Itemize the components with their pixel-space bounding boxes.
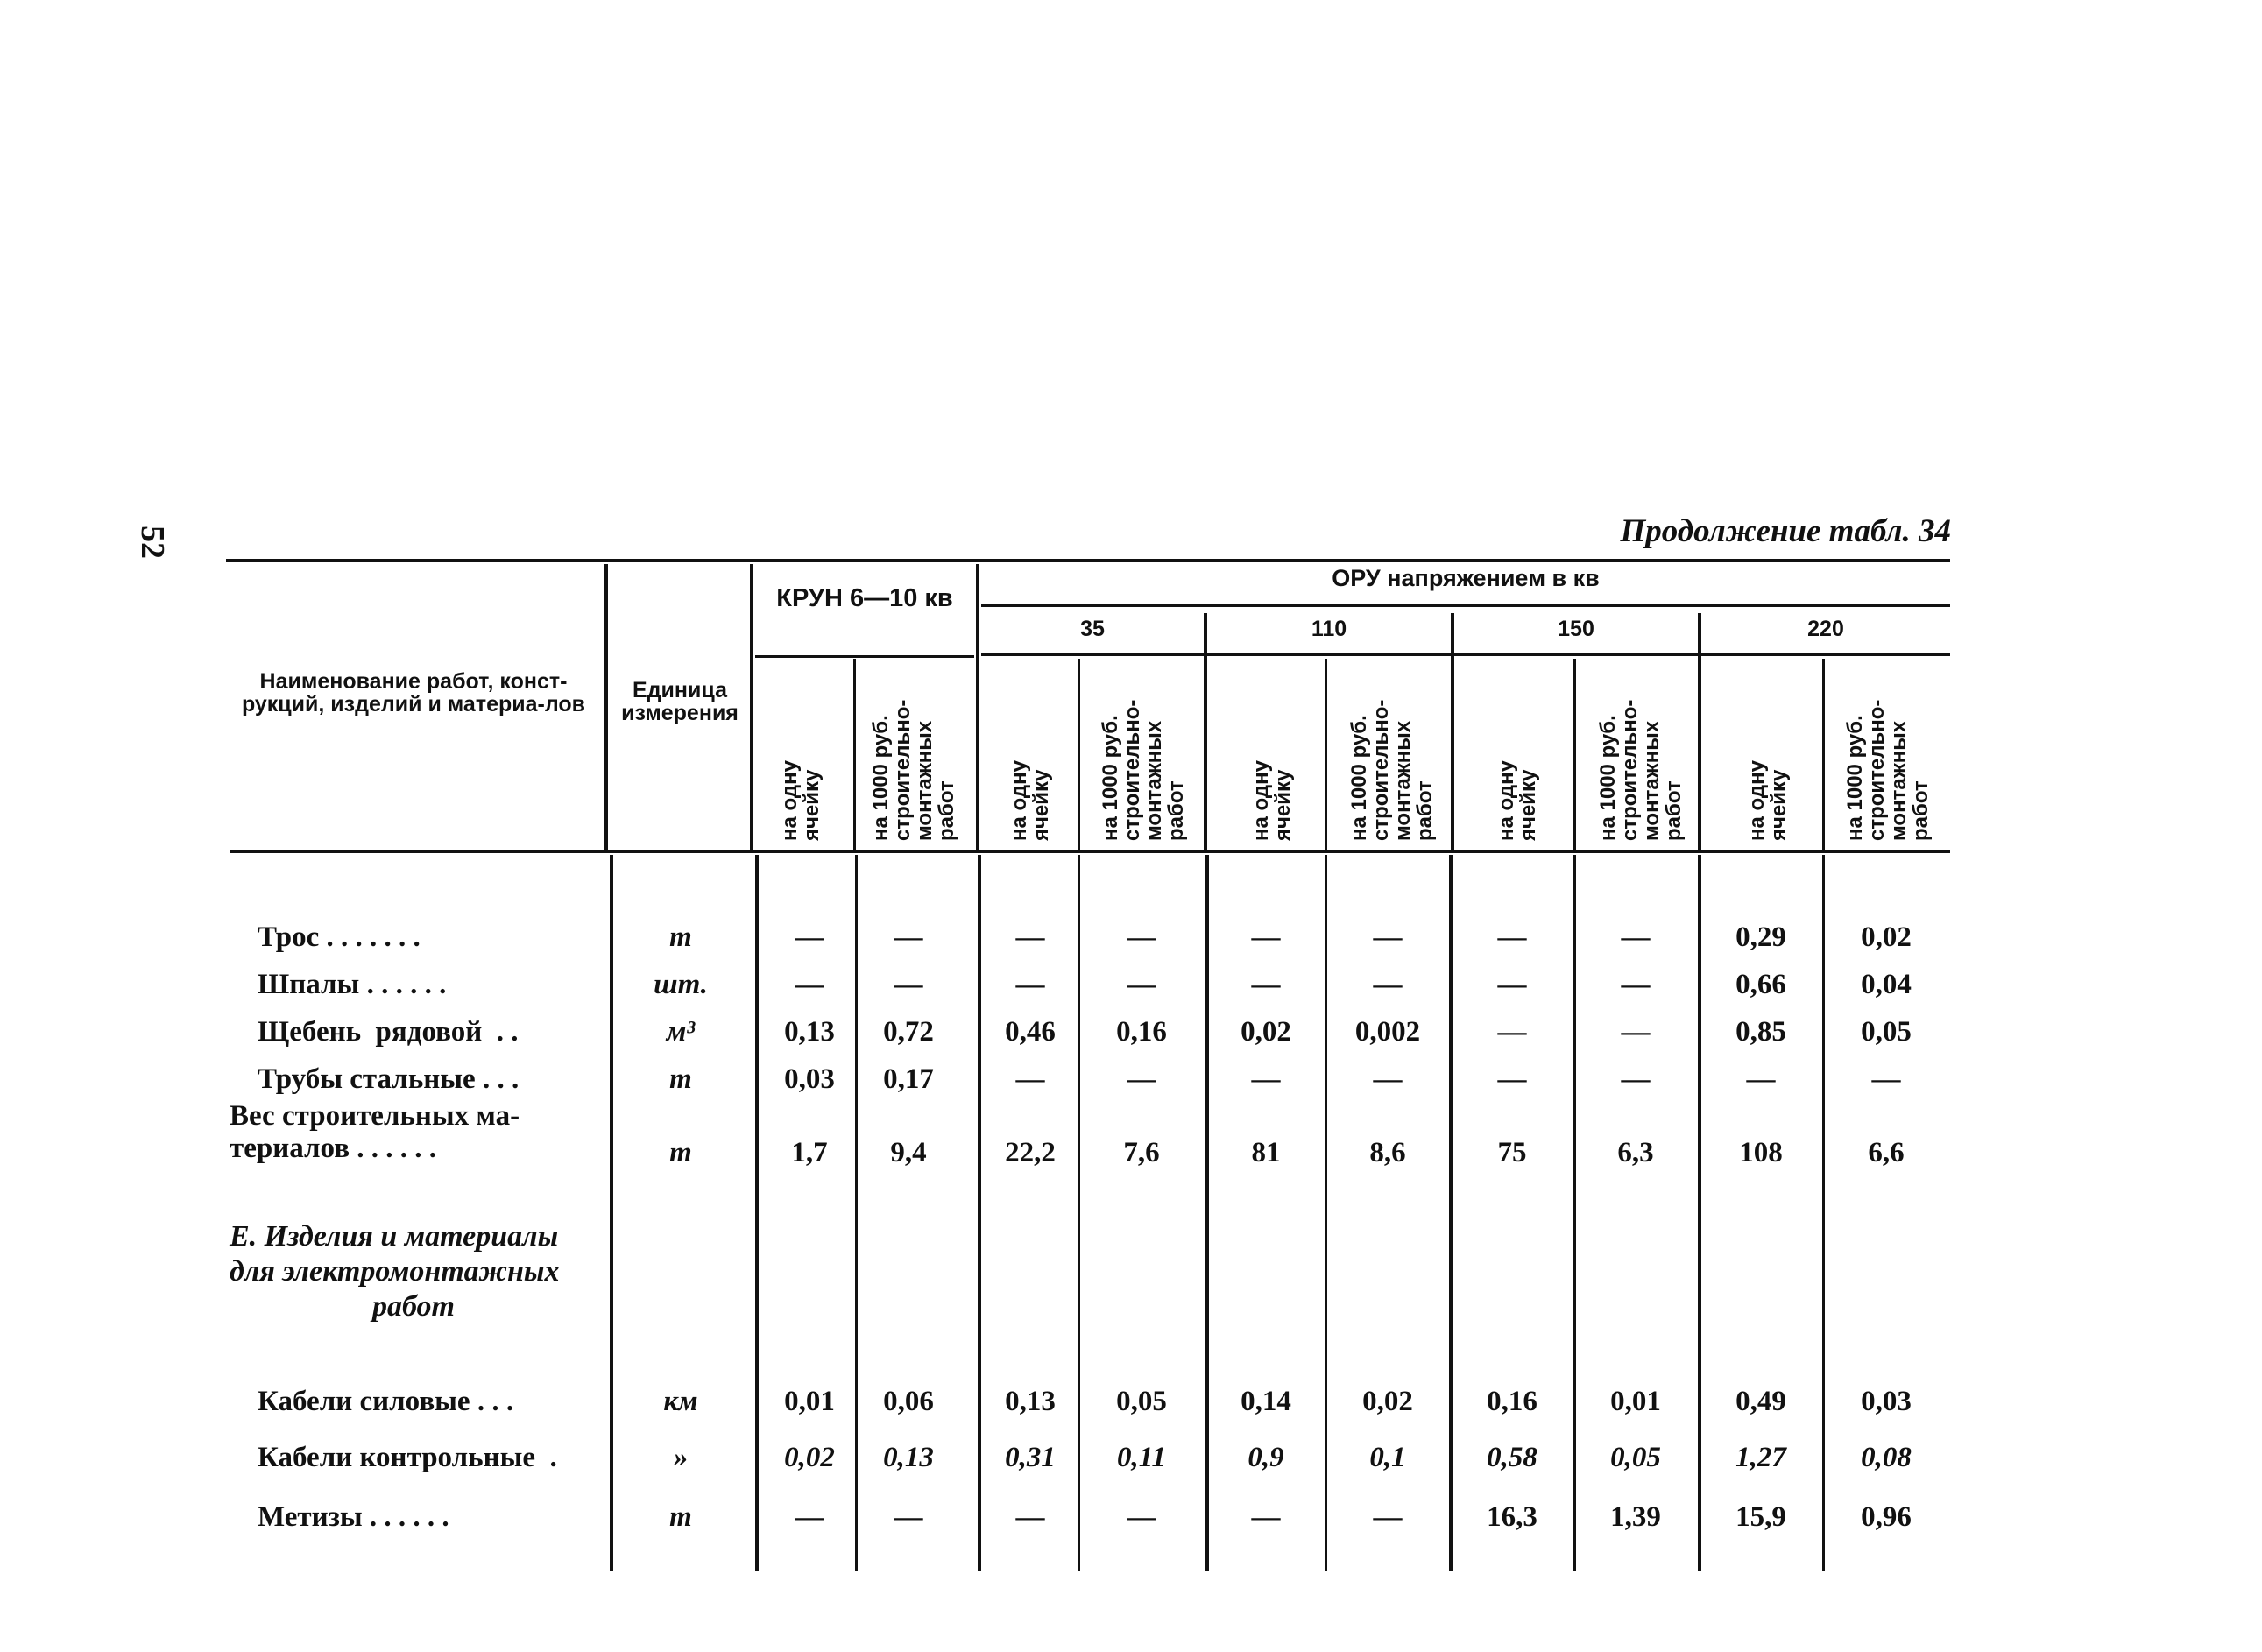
table-cell: —: [1497, 921, 1527, 953]
table-cell: 108: [1739, 1137, 1783, 1168]
row-label: Вес строительных ма- териалов . . . . . .: [230, 1100, 520, 1164]
table-cell: 22,2: [1005, 1137, 1056, 1168]
row-unit: шт.: [654, 969, 708, 1000]
v110-per-1000-header: на 1000 руб. строительно- монтажных работ: [1347, 699, 1437, 841]
top-rule: [226, 559, 1950, 562]
v220-per-cell-header: на одну ячейку: [1745, 760, 1791, 841]
table-cell: 0,29: [1735, 921, 1786, 953]
table-cell: 0,85: [1735, 1016, 1786, 1048]
body-vline: [1573, 855, 1576, 1571]
row-unit: т: [669, 1137, 692, 1168]
v35-per-1000-header: на 1000 руб. строительно- монтажных работ: [1099, 699, 1188, 841]
table-cell: 0,13: [883, 1442, 934, 1473]
body-vline: [1205, 855, 1209, 1571]
table-cell: —: [1127, 1063, 1156, 1095]
row-unit: т: [669, 1063, 692, 1095]
table-cell: 8,6: [1369, 1137, 1406, 1168]
header-vline: [1204, 613, 1207, 850]
header-vline: [750, 564, 753, 850]
table-cell: —: [1497, 1016, 1527, 1048]
v35-per-cell-header: на одну ячейку: [1007, 760, 1053, 841]
body-vline: [978, 855, 981, 1571]
table-cell: 0,66: [1735, 969, 1786, 1000]
table-cell: 0,13: [784, 1016, 835, 1048]
table-cell: 0,46: [1005, 1016, 1056, 1048]
table-cell: —: [894, 921, 923, 953]
row-label: Трос . . . . . . .: [258, 921, 421, 953]
row-unit: »: [673, 1442, 689, 1473]
table-cell: 0,01: [1610, 1386, 1661, 1417]
table-cell: —: [894, 1501, 923, 1533]
table-cell: —: [1497, 1063, 1527, 1095]
krun-per-1000-header: на 1000 руб. строительно- монтажных работ: [869, 699, 958, 841]
table-cell: —: [1746, 1063, 1776, 1095]
body-vline: [1822, 855, 1825, 1571]
table-caption: Продолжение табл. 34: [1620, 513, 1951, 549]
row-label: Кабели силовые . . .: [258, 1386, 514, 1417]
body-vline: [1325, 855, 1327, 1571]
table-cell: —: [795, 969, 824, 1000]
row-unit: км: [663, 1386, 698, 1417]
row-unit: т: [669, 921, 692, 953]
table-cell: 0,06: [883, 1386, 934, 1417]
table-cell: 75: [1497, 1137, 1527, 1168]
table-cell: —: [1015, 1501, 1045, 1533]
voltage-35: 35: [1080, 617, 1105, 641]
body-vline: [1449, 855, 1453, 1571]
table-cell: 0,49: [1735, 1386, 1786, 1417]
header-vline: [1451, 613, 1454, 850]
name-column-header: Наименование работ, конст-рукций, изделий и материа-лов: [241, 669, 586, 717]
row-label: Трубы стальные . . .: [258, 1063, 520, 1095]
table-cell: 1,27: [1735, 1442, 1786, 1473]
table-cell: —: [1871, 1063, 1901, 1095]
table-cell: 0,14: [1241, 1386, 1291, 1417]
section-e-line2: для электромонтажных: [230, 1255, 560, 1288]
header-vline: [976, 564, 979, 850]
page-number: 52: [134, 526, 171, 559]
table-cell: 0,08: [1861, 1442, 1912, 1473]
v150-per-1000-header: на 1000 руб. строительно- монтажных работ: [1596, 699, 1686, 841]
header-vline: [604, 564, 608, 850]
table-cell: 1,39: [1610, 1501, 1661, 1533]
krun-header: КРУН 6—10 кв: [776, 584, 953, 612]
table-cell: —: [1497, 969, 1527, 1000]
table-cell: —: [1015, 969, 1045, 1000]
table-cell: 0,002: [1354, 1016, 1421, 1048]
table-cell: 0,05: [1861, 1016, 1912, 1048]
table-cell: —: [1621, 1063, 1651, 1095]
table-cell: —: [1015, 1063, 1045, 1095]
table-cell: 0,02: [1241, 1016, 1291, 1048]
table-cell: 0,03: [1861, 1386, 1912, 1417]
table-cell: 6,6: [1868, 1137, 1905, 1168]
table-cell: 6,3: [1617, 1137, 1654, 1168]
table-cell: —: [1127, 1501, 1156, 1533]
voltage-220: 220: [1807, 617, 1844, 641]
body-vline: [1698, 855, 1701, 1571]
row-unit: м³: [666, 1016, 696, 1048]
krun-per-cell-header: на одну ячейку: [778, 760, 824, 841]
row-unit: т: [669, 1501, 692, 1533]
unit-column-header: Единица измерения: [621, 678, 739, 726]
table-cell: 0,04: [1861, 969, 1912, 1000]
table-cell: —: [1621, 969, 1651, 1000]
header-vline: [1698, 613, 1701, 850]
section-e-line3: работ: [372, 1290, 455, 1324]
table-cell: 0,17: [883, 1063, 934, 1095]
voltage-underline: [981, 653, 1950, 656]
krun-underline: [755, 655, 974, 658]
table-cell: 0,05: [1116, 1386, 1167, 1417]
header-vline: [853, 659, 856, 850]
row-label: Щебень рядовой . .: [258, 1016, 519, 1048]
table-cell: 15,9: [1735, 1501, 1786, 1533]
v220-per-1000-header: на 1000 руб. строительно- монтажных работ: [1843, 699, 1933, 841]
table-cell: 0,1: [1369, 1442, 1406, 1473]
table-cell: 0,31: [1005, 1442, 1056, 1473]
table-cell: 0,16: [1116, 1016, 1167, 1048]
table-cell: —: [1127, 921, 1156, 953]
header-bottom-rule: [230, 850, 1950, 853]
table-cell: 1,7: [791, 1137, 828, 1168]
section-e-heading: [230, 1219, 597, 1324]
v110-per-cell-header: на одну ячейку: [1249, 760, 1295, 841]
voltage-110: 110: [1311, 617, 1347, 641]
body-vline: [755, 855, 759, 1571]
oru-header: ОРУ напряжением в кв: [1332, 565, 1600, 591]
table-cell: 0,02: [1861, 921, 1912, 953]
body-vline: [610, 855, 613, 1571]
table-cell: 0,96: [1861, 1501, 1912, 1533]
table-cell: 0,13: [1005, 1386, 1056, 1417]
table-cell: 0,72: [883, 1016, 934, 1048]
table-cell: 9,4: [890, 1137, 927, 1168]
row-label: Шпалы . . . . . .: [258, 969, 447, 1000]
table-cell: —: [1251, 1063, 1281, 1095]
table-cell: —: [795, 1501, 824, 1533]
oru-underline: [981, 604, 1950, 607]
table-cell: 0,03: [784, 1063, 835, 1095]
header-vline: [1078, 659, 1080, 850]
v150-per-cell-header: на одну ячейку: [1495, 760, 1540, 841]
table-cell: 81: [1251, 1137, 1281, 1168]
voltage-150: 150: [1558, 617, 1594, 641]
header-vline: [1822, 659, 1825, 850]
table-cell: 0,9: [1248, 1442, 1284, 1473]
section-e-line1: Е. Изделия и материалы: [230, 1220, 559, 1253]
table-cell: —: [1621, 921, 1651, 953]
table-cell: —: [1373, 1063, 1403, 1095]
table-cell: —: [1373, 1501, 1403, 1533]
table-cell: 0,05: [1610, 1442, 1661, 1473]
table-cell: 0,11: [1117, 1442, 1166, 1473]
table-cell: 0,58: [1487, 1442, 1537, 1473]
table-cell: —: [894, 969, 923, 1000]
header-vline: [1325, 659, 1327, 850]
table-cell: —: [1015, 921, 1045, 953]
table-cell: —: [1373, 921, 1403, 953]
table-cell: —: [795, 921, 824, 953]
header-vline: [1573, 659, 1576, 850]
row-label: Метизы . . . . . .: [258, 1501, 449, 1533]
table-cell: —: [1127, 969, 1156, 1000]
table-cell: —: [1373, 969, 1403, 1000]
table-cell: —: [1251, 969, 1281, 1000]
table-cell: 7,6: [1123, 1137, 1160, 1168]
table-cell: 0,02: [1362, 1386, 1413, 1417]
table-cell: 0,01: [784, 1386, 835, 1417]
table-cell: 0,16: [1487, 1386, 1537, 1417]
row-label: Кабели контрольные .: [258, 1442, 557, 1473]
table-cell: —: [1251, 921, 1281, 953]
table-cell: 16,3: [1487, 1501, 1537, 1533]
table-cell: 0,02: [784, 1442, 835, 1473]
table-cell: —: [1621, 1016, 1651, 1048]
table-cell: —: [1251, 1501, 1281, 1533]
